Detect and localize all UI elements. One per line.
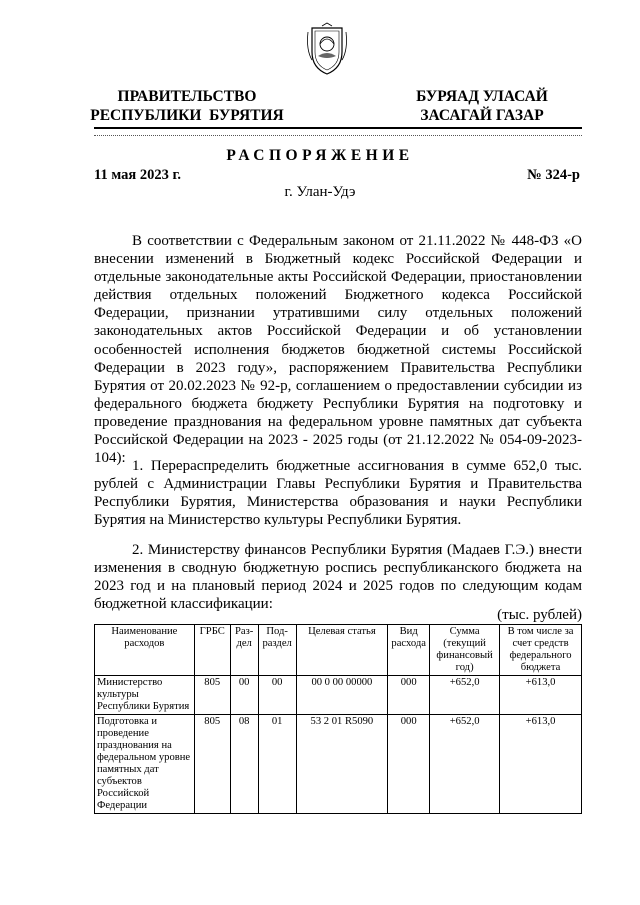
table-cell: 00 0 00 00000 xyxy=(296,676,388,715)
table-unit-label: (тыс. рублей) xyxy=(497,607,582,623)
table-header-row xyxy=(95,625,582,676)
government-name-bua-line1: БУРЯАД УЛАСАЙ xyxy=(416,88,548,105)
column-header: Раз-дел xyxy=(230,625,258,676)
table-cell: +652,0 xyxy=(430,676,500,715)
table-cell: 00 xyxy=(258,676,296,715)
document-title: РАСПОРЯЖЕНИЕ xyxy=(226,147,414,164)
header-divider-dotted xyxy=(94,135,582,136)
column-header: Наименование расходов xyxy=(95,625,195,676)
column-header: В том числе за счет средств федерального бюджета xyxy=(500,625,582,676)
government-name-ru xyxy=(82,87,292,125)
table-cell: Подготовка и проведение празднования на федеральном уровне памятных дат субъектов Российской Федерации xyxy=(95,715,195,814)
table-cell: 000 xyxy=(388,715,430,814)
preamble-paragraph: В соответствии с Федеральным законом от 21.11.2022 № 448-ФЗ «О внесении изменений в Бюджетный кодекс Российской Федерации и отдельные законодательные акты Российской Федерации, приостановлении действия отдельных положений Бюджетного кодекса Российской Федерации, признании утратившими силу отдельных положений законодательных актов Российской Федерации и об установлении особенностей исполнения бюджетов бюджетной системы Российской Федерации в 2023 году», распоряжением Правительства Республики Бурятия от 20.02.2023 № 92-р, соглашением о предоставлении субсидии из федерального бюджета бюджету Республики Бурятия на подготовку и проведение празднования на федеральном уровне памятных дат субъекта Российской Федерации на 2023 - 2025 годы (от 21.12.2022 № 054-09-2023-104): xyxy=(94,233,582,467)
table-cell: +652,0 xyxy=(430,715,500,814)
column-header: Вид расхода xyxy=(388,625,430,676)
coat-of-arms-emblem xyxy=(304,22,350,76)
column-header: Сумма (текущий финансовый год) xyxy=(430,625,500,676)
budget-table xyxy=(94,624,582,814)
table-cell: 805 xyxy=(194,715,230,814)
document-city: г. Улан-Удэ xyxy=(284,184,356,200)
column-header: ГРБС xyxy=(194,625,230,676)
document-date: 11 мая 2023 г. xyxy=(94,167,182,183)
column-header: Целевая статья xyxy=(296,625,388,676)
table-row xyxy=(95,715,582,814)
item-2-paragraph: 2. Министерству финансов Республики Бурятия (Мадаев Г.Э.) внести изменения в сводную бюджетную роспись республиканского бюджета на 2023 год и на плановый период 2024 и 2025 годов по следующим кодам бюджетной классификации: xyxy=(94,542,582,613)
table-cell: +613,0 xyxy=(500,676,582,715)
column-header: Под-раздел xyxy=(258,625,296,676)
table-cell: 00 xyxy=(230,676,258,715)
government-name-bua-line2: ЗАСАГАЙ ГАЗАР xyxy=(420,107,544,124)
table-cell: 08 xyxy=(230,715,258,814)
table-cell: Министерство культуры Республики Бурятия xyxy=(95,676,195,715)
government-name-ru-line2: РЕСПУБЛИКИ БУРЯТИЯ xyxy=(90,107,284,124)
government-name-bua xyxy=(402,87,562,125)
item-1-paragraph: 1. Перераспределить бюджетные ассигнования в сумме 652,0 тыс. рублей с Администрации Главы Республики Бурятия и Правительства Республики Бурятия, Министерства образования и науки Республики Бурятия на Министерство культуры Республики Бурятия. xyxy=(94,458,582,529)
table-row xyxy=(95,676,582,715)
table-cell: 53 2 01 R5090 xyxy=(296,715,388,814)
document-number: № 324-р xyxy=(527,167,580,183)
government-name-ru-line1: ПРАВИТЕЛЬСТВО xyxy=(117,88,257,105)
table-cell: +613,0 xyxy=(500,715,582,814)
table-cell: 01 xyxy=(258,715,296,814)
header-divider xyxy=(94,127,582,129)
table-cell: 000 xyxy=(388,676,430,715)
table-cell: 805 xyxy=(194,676,230,715)
